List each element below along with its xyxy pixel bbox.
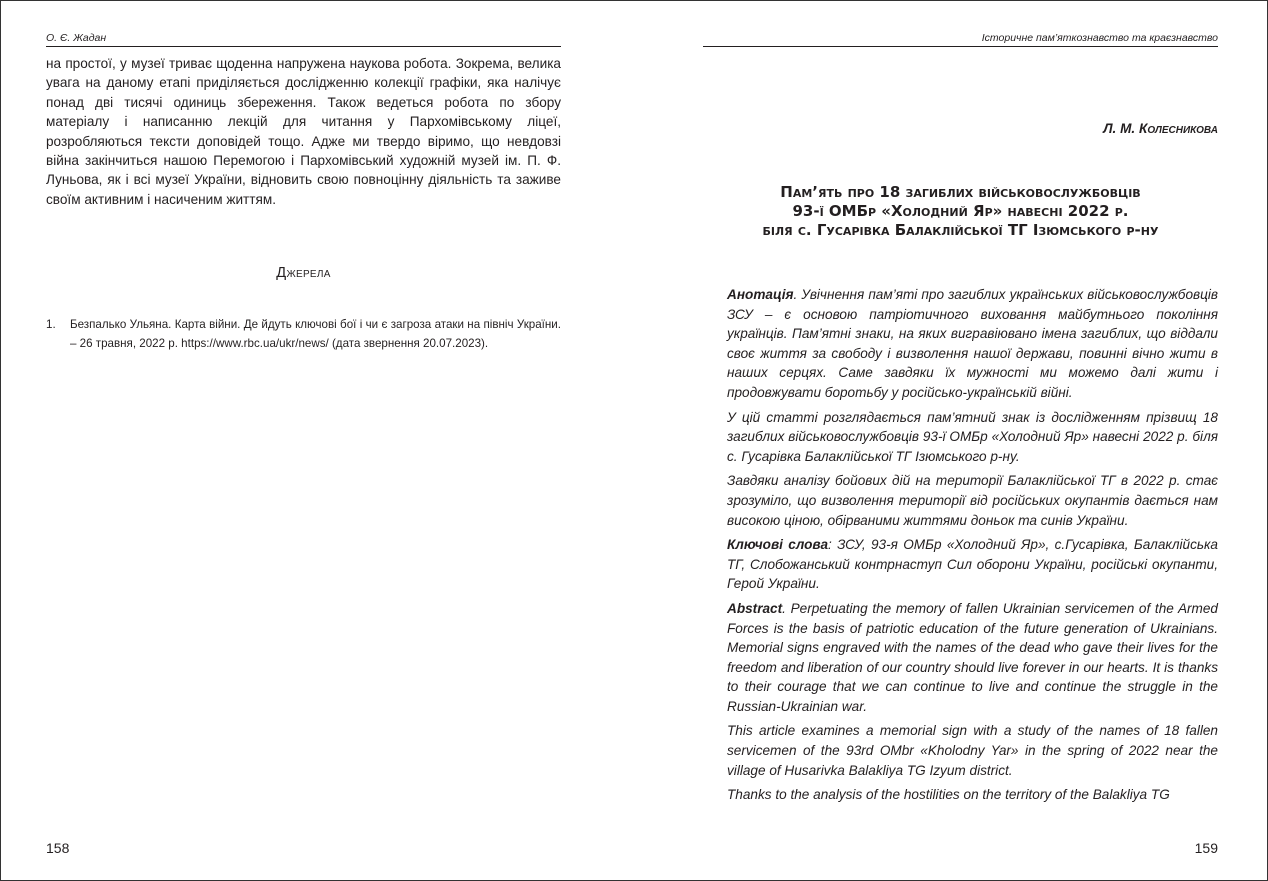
title-line: 93-ї ОМБр «Холодний Яр» навесні 2022 р. xyxy=(792,202,1129,220)
right-page xyxy=(703,0,1218,881)
reference-text: Безпалько Ульяна. Карта війни. Де йдуть ключові бої і чи є загроза атаки на північ України. – 26 травня, 2022 р. https://www.rbc.ua/ukr/news/ (дата звернення 20.07.2023). xyxy=(70,318,561,350)
annotation-block xyxy=(727,285,1218,810)
annotation-label: Анотація xyxy=(727,287,794,302)
annotation-text: . Увічнення пам’яті про загиблих українських військовослужбовців ЗСУ – є основою патріотичного виховання майбутнього покоління українців. Пам’ятні знаки, на яких вигравіювано імена загиблих, що віддали своє життя за свободу і визволення нашої держави, повинні вічно жити в наших серцях. Саме завдяки їх мужності ми можемо далі жити і продовжувати боротьбу у російсько-українській війні. xyxy=(727,287,1218,400)
annotation-paragraph-2: У цій статті розглядається пам’ятний знак із дослідженням прізвищ 18 загиблих військовослужбовців 93-ї ОМБр «Холодний Яр» навесні 2022 р. біля с. Гусарівка Балаклійської ТГ Ізюмського р-ну. xyxy=(727,409,1218,464)
left-running-head: О. Є. Жадан xyxy=(46,32,107,44)
left-page xyxy=(46,0,561,881)
body-paragraph: на простої, у музеї триває щоденна напружена наукова робота. Зокрема, велика увага на даному етапі приділяється дослідженню колекції графіки, яка налічує понад дві тисячі одиниць збереження. Також ведеться робота по збору матеріалу і написанню лекцій для читання у Пархомівському ліцеї, розробляються тексти доповідей тощо. Адже ми твердо віримо, що невдовзі війна закінчиться нашою Перемогою і Пархомівський художній музей ім. П. Ф. Луньова, як і всі музеї України, відновить свою повноцінну діяльність та заживе своїм активним і насиченим життям. xyxy=(46,56,561,207)
right-page-number: 159 xyxy=(1194,840,1218,856)
keywords-paragraph xyxy=(727,535,1218,594)
abstract-paragraph xyxy=(727,599,1218,717)
title-line: Пам’ять про 18 загиблих військовослужбовців xyxy=(780,183,1141,201)
abstract-paragraph-2: This article examines a memorial sign with a study of the names of 18 fallen servicemen of the 93rd OMbr «Kholodny Yar» in the spring of 2022 near the village of Husarivka Balakliya TG Izyum district. xyxy=(727,723,1218,778)
left-header-rule xyxy=(46,46,561,47)
article-author: Л. М. Колесникова xyxy=(1103,121,1218,136)
abstract-paragraph-3: Thanks to the analysis of the hostilities on the territory of the Balakliya TG xyxy=(727,787,1170,803)
left-page-number: 158 xyxy=(46,840,70,856)
right-running-head: Історичне пам’яткознавство та краєзнавство xyxy=(981,32,1218,44)
annotation-paragraph xyxy=(727,285,1218,403)
abstract-label: Abstract xyxy=(727,600,783,616)
keywords-text: : ЗСУ, 93-я ОМБр «Холодний Яр», с.Гусарівка, Балаклійська ТГ, Слобожанський контрнаступ Сил оборони України, російські окупанти, Герой України. xyxy=(727,537,1218,592)
abstract-text: . Perpetuating the memory of fallen Ukrainian servicemen of the Armed Forces is the basis of patriotic education of the future generation of Ukrainians. Memorial signs engraved with the names of the dead who gave their lives for the freedom and liberation of our country should live forever in our hearts. It is thanks to their courage that we can continue to live and continue the struggle in the Russian-Ukrainian war. xyxy=(727,600,1218,714)
right-header-rule xyxy=(703,46,1218,47)
reference-number: 1. xyxy=(46,318,56,331)
reference-item xyxy=(46,315,561,353)
keywords-label: Ключові слова xyxy=(727,537,828,553)
sources-heading: Джерела xyxy=(276,265,331,281)
left-body-text xyxy=(46,54,561,209)
references-list xyxy=(46,315,561,353)
annotation-paragraph-3: Завдяки аналізу бойових дій на території Балаклійської ТГ в 2022 р. стає зрозуміло, що визволення території від російських окупантів дається нам високою ціною, обірваними життями доньок та синів України. xyxy=(727,473,1218,528)
title-line: біля с. Гусарівка Балаклійської ТГ Ізюмського р-ну xyxy=(762,221,1159,239)
article-title xyxy=(703,183,1218,240)
